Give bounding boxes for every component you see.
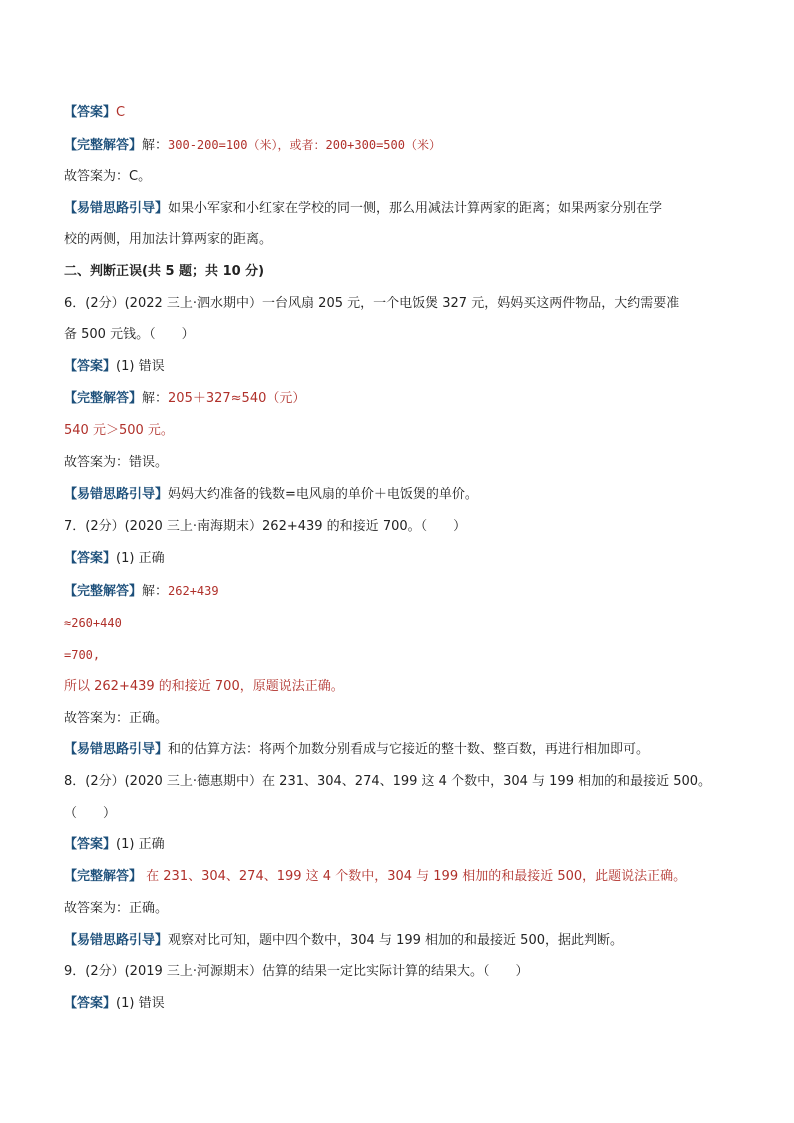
q8-conclusion: 故答案为：正确。 [64,901,169,916]
solution-body: 262+439 [168,584,219,598]
guide-text: 妈妈大约准备的钱数=电风扇的单价＋电饭煲的单价。 [168,487,478,502]
solution-prefix: 解： [142,391,169,406]
guide-label: 【易错思路引导】 [64,201,169,216]
q9-stem: 9．(2分）(2019 三上·河源期末）估算的结果一定比实际计算的结果大。（ ） [64,964,529,979]
q6-solution-line2: 540 元＞500 元。 [64,423,174,438]
solution-body: 在 231、304、274、199 这 4 个数中，304 与 199 相加的和最接近 500，此题说法正确。 [142,869,687,884]
q5-guide-row [64,200,734,218]
q8-stem-line2: （ ） [64,806,117,821]
answer-value: C [116,105,126,120]
answer-label: 【答案】 [64,996,117,1011]
q7-answer-row [64,550,734,568]
answer-label: 【答案】 [64,551,117,566]
q7-stem: 7．(2分）(2020 三上·南海期末）262+439 的和接近 700。（ ） [64,519,467,534]
solution-prefix: 解： [142,138,169,153]
q6-guide-row [64,486,734,504]
guide-text: 观察对比可知，题中四个数中，304 与 199 相加的和最接近 500，据此判断。 [168,933,623,948]
solution-label: 【完整解答】 [64,869,143,884]
q6-solution-row [64,390,734,408]
q8-stem-line1: 8．(2分）(2020 三上·德惠期中）在 231、304、274、199 这 4 个数中，304 与 199 相加的和最接近 500。 [64,774,712,789]
answer-value: (1) 错误 [116,359,165,374]
section-title: 二、判断正误(共 5 题；共 10 分) [64,264,265,279]
q7-solution-line3: =700, [64,648,101,662]
q7-solution-row [64,582,734,601]
q6-answer-row [64,358,734,376]
solution-prefix: 解： [142,584,169,599]
guide-text: 如果小军家和小红家在学校的同一侧，那么用减法计算两家的距离；如果两家分别在学 [168,201,663,216]
solution-label: 【完整解答】 [64,391,143,406]
q5-answer-row [64,104,734,122]
q5-solution-row [64,136,734,155]
q5-guide-line2: 校的两侧，用加法计算两家的距离。 [64,232,273,247]
guide-label: 【易错思路引导】 [64,742,169,757]
q8-solution-row [64,868,734,886]
answer-label: 【答案】 [64,837,117,852]
q7-solution-line4: 所以 262+439 的和接近 700，原题说法正确。 [64,679,344,694]
answer-value: (1) 正确 [116,551,165,566]
q7-guide-row [64,741,734,759]
guide-text: 和的估算方法：将两个加数分别看成与它接近的整十数、整百数，再进行相加即可。 [168,742,650,757]
q7-solution-line2: ≈260+440 [64,616,122,630]
solution-body: 205＋327≈540（元） [168,391,306,406]
solution-label: 【完整解答】 [64,584,143,599]
solution-label: 【完整解答】 [64,138,143,153]
q6-stem-line2: 备 500 元钱。（ ） [64,327,195,342]
answer-value: (1) 错误 [116,996,165,1011]
answer-label: 【答案】 [64,359,117,374]
q6-conclusion: 故答案为：错误。 [64,455,169,470]
q6-stem-line1: 6．(2分）(2022 三上·泗水期中）一台风扇 205 元，一个电饭煲 327 元，妈妈买这两件物品，大约需要准 [64,296,680,311]
q5-conclusion: 故答案为：C。 [64,169,152,184]
solution-body: 300-200=100（米），或者：200+300=500（米） [168,138,441,152]
answer-value: (1) 正确 [116,837,165,852]
guide-label: 【易错思路引导】 [64,933,169,948]
q9-answer-row [64,995,734,1013]
q7-conclusion: 故答案为：正确。 [64,711,169,726]
guide-label: 【易错思路引导】 [64,487,169,502]
q8-guide-row [64,932,734,950]
answer-label: 【答案】 [64,105,117,120]
q8-answer-row [64,836,734,854]
